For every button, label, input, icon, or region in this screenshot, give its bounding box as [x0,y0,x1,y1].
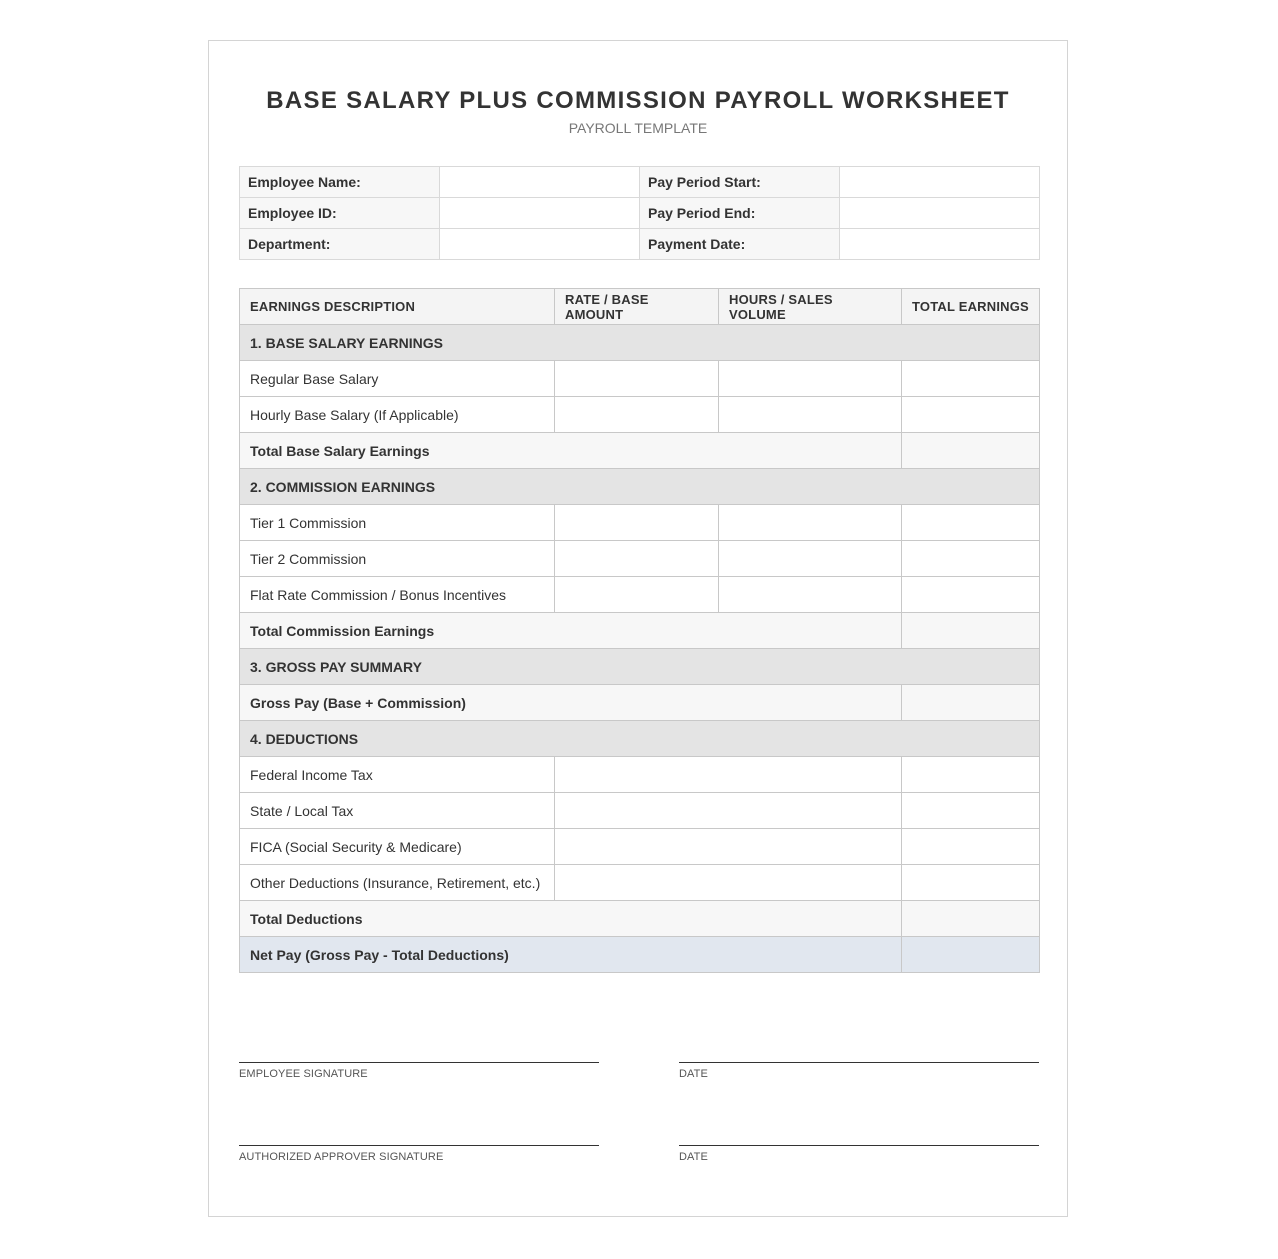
hours-cell[interactable] [719,505,902,541]
col-header-hours: HOURS / SALES VOLUME [719,289,902,325]
total-row [240,901,1040,937]
row-label: Flat Rate Commission / Bonus Incentives [240,577,555,613]
total-cell[interactable] [902,397,1040,433]
section-deductions: 4. DEDUCTIONS [240,721,1040,757]
table-row [240,829,1040,865]
net-pay-cell[interactable] [902,937,1040,973]
employee-name-label: Employee Name: [240,167,440,198]
rate-cell[interactable] [555,361,719,397]
row-label: Tier 1 Commission [240,505,555,541]
total-cell[interactable] [902,685,1040,721]
section-row [240,649,1040,685]
earnings-table [239,288,1040,973]
amount-cell[interactable] [555,865,902,901]
pay-period-end-field[interactable] [840,198,1040,229]
hours-cell[interactable] [719,541,902,577]
approver-signature-line[interactable] [239,1145,599,1146]
col-header-rate: RATE / BASE AMOUNT [555,289,719,325]
total-row [240,613,1040,649]
employee-date-line[interactable] [679,1062,1039,1063]
row-label: Net Pay (Gross Pay - Total Deductions) [240,937,902,973]
department-label: Department: [240,229,440,260]
total-cell[interactable] [902,793,1040,829]
info-row [240,229,1040,260]
total-cell[interactable] [902,901,1040,937]
rate-cell[interactable] [555,577,719,613]
pay-period-end-label: Pay Period End: [640,198,840,229]
row-label: Total Base Salary Earnings [240,433,902,469]
employee-id-label: Employee ID: [240,198,440,229]
row-label: FICA (Social Security & Medicare) [240,829,555,865]
row-label: Regular Base Salary [240,361,555,397]
row-label: Gross Pay (Base + Commission) [240,685,902,721]
employee-signature-line[interactable] [239,1062,599,1063]
section-row [240,325,1040,361]
total-row [240,433,1040,469]
total-row [240,685,1040,721]
employee-signature-block [239,1062,599,1080]
amount-cell[interactable] [555,829,902,865]
total-cell[interactable] [902,505,1040,541]
employee-date-block [679,1062,1039,1080]
table-header-row [240,289,1040,325]
total-cell[interactable] [902,433,1040,469]
approver-signature-caption: AUTHORIZED APPROVER SIGNATURE [239,1151,444,1163]
hours-cell[interactable] [719,577,902,613]
row-label: State / Local Tax [240,793,555,829]
row-label: Total Deductions [240,901,902,937]
info-row [240,198,1040,229]
approver-date-caption: DATE [679,1151,708,1163]
employee-name-field[interactable] [440,167,640,198]
row-label: Hourly Base Salary (If Applicable) [240,397,555,433]
rate-cell[interactable] [555,505,719,541]
page-subtitle: PAYROLL TEMPLATE [568,120,708,136]
employee-info-table [239,166,1040,260]
section-gross-pay: 3. GROSS PAY SUMMARY [240,649,1040,685]
col-header-description: EARNINGS DESCRIPTION [240,289,555,325]
row-label: Tier 2 Commission [240,541,555,577]
hours-cell[interactable] [719,361,902,397]
employee-signature-caption: EMPLOYEE SIGNATURE [239,1068,368,1080]
amount-cell[interactable] [555,757,902,793]
total-cell[interactable] [902,361,1040,397]
table-row [240,505,1040,541]
page-title: BASE SALARY PLUS COMMISSION PAYROLL WORKSHEET [266,87,1010,114]
total-cell[interactable] [902,541,1040,577]
info-row [240,167,1040,198]
employee-date-caption: DATE [679,1068,708,1080]
table-row [240,865,1040,901]
net-pay-row [240,937,1040,973]
total-cell[interactable] [902,829,1040,865]
total-cell[interactable] [902,577,1040,613]
rate-cell[interactable] [555,541,719,577]
section-commission: 2. COMMISSION EARNINGS [240,469,1040,505]
hours-cell[interactable] [719,397,902,433]
rate-cell[interactable] [555,397,719,433]
section-row [240,721,1040,757]
row-label: Federal Income Tax [240,757,555,793]
row-label: Other Deductions (Insurance, Retirement, etc.) [240,865,555,901]
section-base-salary: 1. BASE SALARY EARNINGS [240,325,1040,361]
col-header-total: TOTAL EARNINGS [902,289,1040,325]
pay-period-start-field[interactable] [840,167,1040,198]
amount-cell[interactable] [555,793,902,829]
approver-date-line[interactable] [679,1145,1039,1146]
table-row [240,361,1040,397]
table-row [240,793,1040,829]
worksheet-page [208,40,1068,1217]
table-row [240,577,1040,613]
row-label: Total Commission Earnings [240,613,902,649]
payment-date-label: Payment Date: [640,229,840,260]
payment-date-field[interactable] [840,229,1040,260]
table-row [240,397,1040,433]
pay-period-start-label: Pay Period Start: [640,167,840,198]
section-row [240,469,1040,505]
department-field[interactable] [440,229,640,260]
total-cell[interactable] [902,757,1040,793]
table-row [240,757,1040,793]
total-cell[interactable] [902,613,1040,649]
table-row [240,541,1040,577]
approver-signature-block [239,1145,599,1163]
employee-id-field[interactable] [440,198,640,229]
approver-date-block [679,1145,1039,1163]
total-cell[interactable] [902,865,1040,901]
